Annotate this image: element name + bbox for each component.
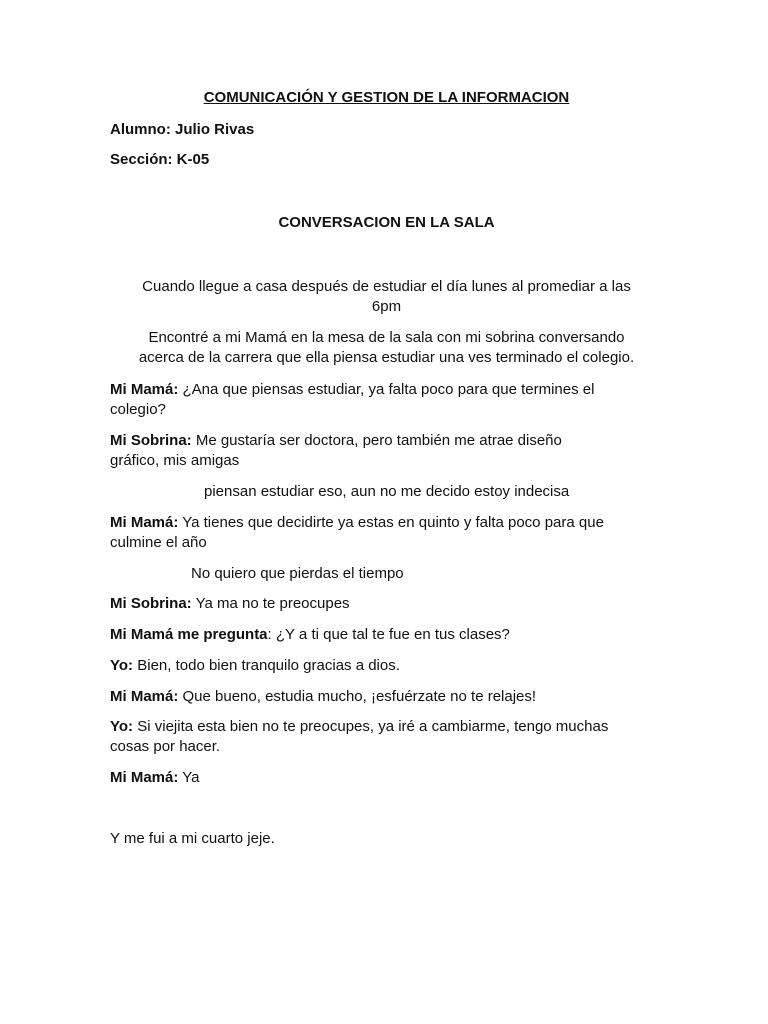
dialogue-text: ¿Ana que piensas estudiar, ya falta poco para que termines el [178, 381, 595, 398]
speaker-label: Mi Sobrina: [110, 432, 192, 449]
speaker-label: Mi Mamá: [110, 514, 179, 531]
speaker-label: Mi Mamá: [110, 381, 179, 398]
dialogue-text: Si viejita esta bien no te preocupes, ya iré a cambiarme, tengo muchas [133, 718, 609, 735]
dialogue-text: Ya ma no te preocupes [191, 595, 350, 612]
speaker-label: Yo: [110, 657, 134, 674]
dialogue-text: Ya [178, 769, 200, 786]
speaker-label: Yo: [110, 718, 134, 735]
dialogue-line [110, 717, 608, 737]
dialogue-line [110, 656, 400, 676]
speaker-label: Mi Mamá me pregunta [110, 626, 268, 643]
dialogue-line [110, 768, 199, 788]
speaker-label: Mi Mamá: [110, 769, 179, 786]
intro-line: Encontré a mi Mamá en la mesa de la sala con mi sobrina conversando [148, 329, 625, 346]
intro-line: Cuando llegue a casa después de estudiar el día lunes al promediar a las [142, 278, 631, 295]
conversation-title: CONVERSACION EN LA SALA [278, 214, 495, 231]
dialogue-continuation: No quiero que pierdas el tiempo [191, 565, 404, 582]
document-title: COMUNICACIÓN Y GESTION DE LA INFORMACION [203, 89, 570, 106]
dialogue-line [110, 513, 604, 533]
dialogue-continuation: colegio? [110, 401, 166, 418]
closing-line: Y me fui a mi cuarto jeje. [110, 830, 275, 847]
dialogue-line [110, 625, 510, 645]
dialogue-text: : ¿Y a ti que tal te fue en tus clases? [267, 626, 510, 643]
section-code: Sección: K-05 [110, 151, 210, 168]
dialogue-continuation: gráfico, mis amigas [110, 452, 240, 469]
speaker-label: Mi Sobrina: [110, 595, 192, 612]
intro-line: acerca de la carrera que ella piensa estudiar una ves terminado el colegio. [138, 349, 635, 366]
dialogue-line [110, 594, 350, 614]
student-name: Alumno: Julio Rivas [110, 121, 255, 138]
dialogue-line [110, 431, 562, 451]
dialogue-text: Que bueno, estudia mucho, ¡esfuérzate no te relajes! [178, 688, 537, 705]
speaker-label: Mi Mamá: [110, 688, 179, 705]
dialogue-line [110, 380, 594, 400]
dialogue-continuation: cosas por hacer. [110, 738, 221, 755]
dialogue-continuation: culmine el año [110, 534, 207, 551]
dialogue-text: Bien, todo bien tranquilo gracias a dios. [133, 657, 400, 674]
dialogue-continuation: piensan estudiar eso, aun no me decido estoy indecisa [204, 483, 570, 500]
dialogue-text: Me gustaría ser doctora, pero también me atrae diseño [191, 432, 562, 449]
dialogue-line [110, 687, 536, 707]
intro-line: 6pm [371, 298, 402, 315]
dialogue-text: Ya tienes que decidirte ya estas en quinto y falta poco para que [178, 514, 604, 531]
